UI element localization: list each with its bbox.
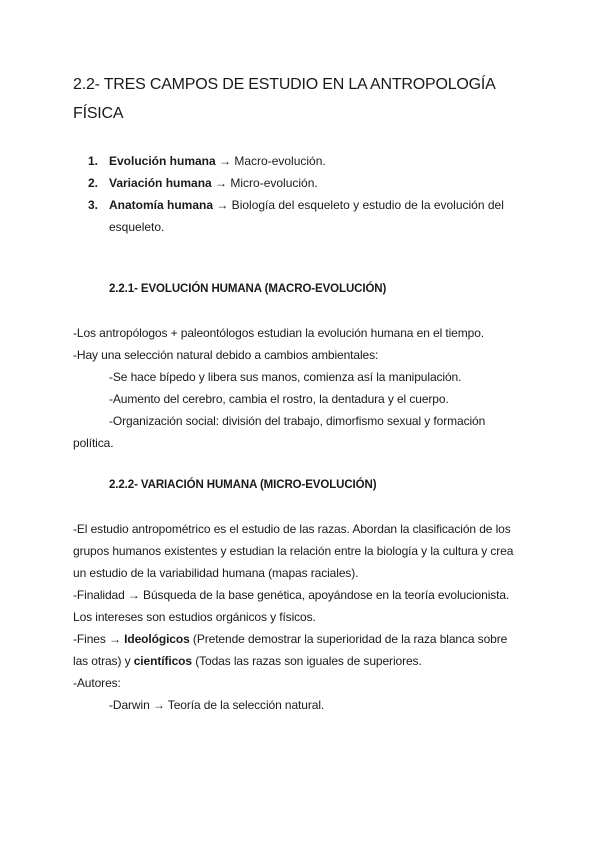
title-line-2: FÍSICA [73, 105, 124, 122]
page-title [73, 70, 533, 128]
title-line-1: 2.2- TRES CAMPOS DE ESTUDIO EN LA ANTROPOLOGÍA [73, 76, 496, 93]
list-term: Variación humana [109, 176, 212, 190]
list-text: → Biología del esqueleto y estudio de la evolución del esqueleto. [109, 198, 504, 234]
text-line: Los intereses son estudios orgánicos y físicos. [73, 610, 316, 624]
list-item [88, 172, 518, 194]
fines-ideologicos: Ideológicos [124, 632, 190, 646]
text-line: un estudio de la variabilidad humana (mapas raciales). [73, 566, 359, 580]
fines-prefix: -Fines → [73, 632, 125, 646]
section-body-macro [73, 322, 533, 454]
list-text: → Micro-evolución. [211, 176, 318, 190]
list-term: Evolución humana [109, 154, 216, 168]
text-line: política. [73, 436, 114, 450]
fines-line-2 [73, 650, 533, 672]
list-number: 2. [88, 176, 99, 190]
fines-text: (Pretende demostrar la superioridad de la raza blanca sobre [189, 632, 508, 646]
text-line: -El estudio antropométrico es el estudio de las razas. Abordan la clasificación de los [73, 522, 511, 536]
text-line: -Organización social: división del trabajo, dimorfismo sexual y formación [109, 414, 486, 428]
text-line: grupos humanos existentes y estudian la relación entre la biología y la cultura y crea [73, 544, 514, 558]
fines-text: (Todas las razas son iguales de superiores. [191, 654, 422, 668]
text-line: -Se hace bípedo y libera sus manos, comienza así la manipulación. [109, 370, 462, 384]
list-text: → Macro-evolución. [215, 154, 326, 168]
fines-text: las otras) y [73, 654, 134, 668]
text-line: -Finalidad → Búsqueda de la base genética, apoyándose en la teoría evolucionista. [73, 588, 510, 602]
fines-cientificos: científicos [133, 654, 192, 668]
autores-line: -Autores: [73, 676, 121, 690]
list-item [88, 150, 518, 172]
darwin-line: -Darwin → Teoría de la selección natural. [109, 698, 325, 712]
list-number: 1. [88, 154, 99, 168]
section-heading-micro: 2.2.2- VARIACIÓN HUMANA (MICRO-EVOLUCIÓN) [109, 479, 377, 491]
text-line: -Aumento del cerebro, cambia el rostro, la dentadura y el cuerpo. [109, 392, 449, 406]
list-term: Anatomía humana [109, 198, 214, 212]
section-body-micro [73, 518, 533, 716]
text-line: -Los antropólogos + paleontólogos estudian la evolución humana en el tiempo. [73, 326, 485, 340]
text-line: -Hay una selección natural debido a cambios ambientales: [73, 348, 379, 362]
section-heading-macro: 2.2.1- EVOLUCIÓN HUMANA (MACRO-EVOLUCIÓN) [109, 283, 387, 295]
list-item [88, 194, 518, 238]
list-number: 3. [88, 198, 99, 212]
fines-line [73, 628, 533, 650]
fields-list [88, 150, 518, 238]
